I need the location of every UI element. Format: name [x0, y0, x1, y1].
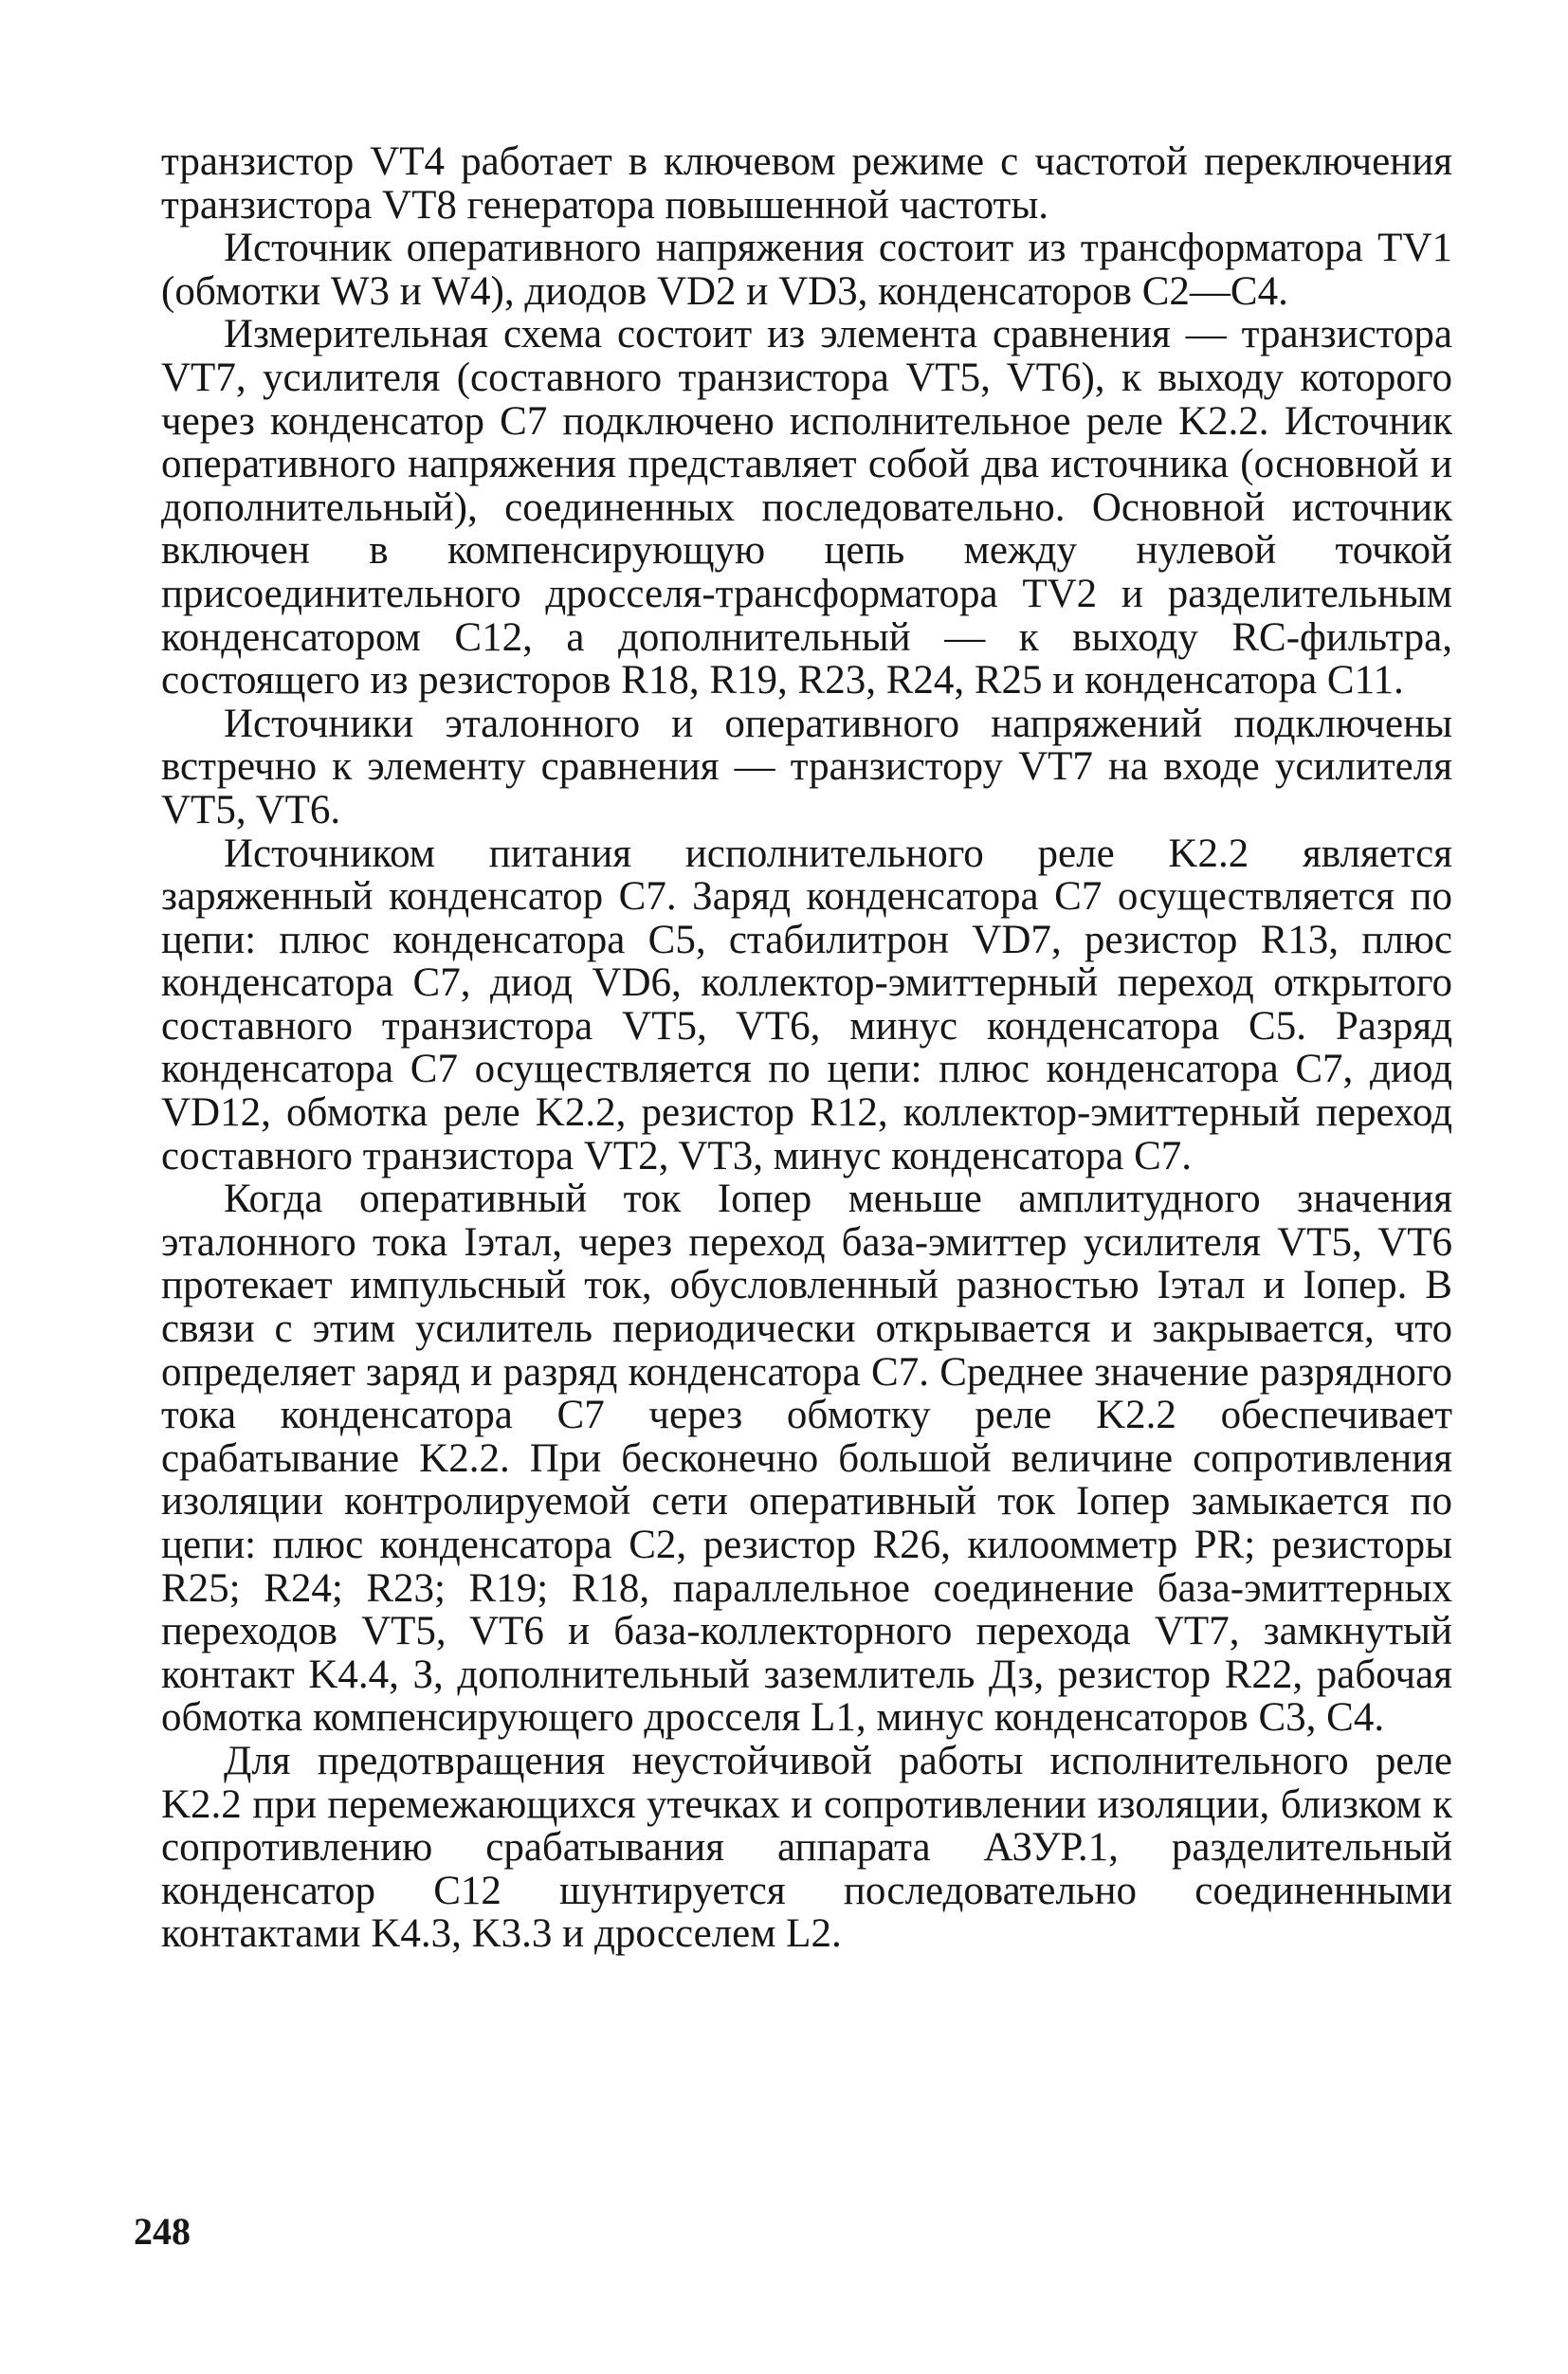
paragraph-7: Для предотвращения неустойчивой работы исполнительного реле K2.2 при перемежающихся утечках и сопротивлении изоляции, близком к сопротивлению срабатывания аппарата АЗУР.1, разделительный конденсатор C12 шунтируется последовательно соединенными контактами K4.3, K3.3 и дросселем L2. — [161, 1738, 1452, 1957]
paragraph-1: транзистор VT4 работает в ключевом режиме с частотой переключения транзистора VT8 генератора повышенной частоты. — [161, 139, 1452, 228]
paragraph-3: Измерительная схема состоит из элемента сравнения — транзистора VT7, усилителя (составного транзистора VT5, VT6), к выходу которого через конденсатор C7 подключено исполнительное реле K2.2. Источник оперативного напряжения представляет собой два источника (основной и дополнительный), соединенных последовательно. Основной источник включен в компенсирующую цепь между нулевой точкой присоединительного дросселя-трансформатора TV2 и разделительным конденсатором C12, а дополнительный — к выходу RC-фильтра, состоящего из резисторов R18, R19, R23, R24, R25 и конденсатора C11. — [161, 312, 1452, 703]
paragraph-5: Источником питания исполнительного реле K2.2 является заряженный конденсатор C7. Заряд конденсатора C7 осуществляется по цепи: плюс конденсатора C5, стабилитрон VD7, резистор R13, плюс конденсатора C7, диод VD6, коллектор-эмиттерный переход открытого составного транзистора VT5, VT6, минус конденсатора C5. Разряд конденсатора C7 осуществляется по цепи: плюс конденсатора C7, диод VD12, обмотка реле K2.2, резистор R12, коллектор-эмиттерный переход составного транзистора VT2, VT3, минус конденсатора C7. — [161, 831, 1452, 1178]
page-body — [161, 140, 1452, 1956]
paragraph-6: Когда оперативный ток Iопер меньше амплитудного значения эталонного тока Iэтал, через переход база-эмиттер усилителя VT5, VT6 протекает импульсный ток, обусловленный разностью Iэтал и Iопер. В связи с этим усилитель периодически открывается и закрывается, что определяет заряд и разряд конденсатора C7. Среднее значение разрядного тока конденсатора C7 через обмотку реле K2.2 обеспечивает срабатывание K2.2. При бесконечно большой величине сопротивления изоляции контролируемой сети оперативный ток Iопер замыкается по цепи: плюс конденсатора C2, резистор R26, килоомметр PR; резисторы R25; R24; R23; R19; R18, параллельное соединение база-эмиттерных переходов VT5, VT6 и база-коллекторного перехода VT7, замкнутый контакт K4.4, З, дополнительный заземлитель Дз, резистор R22, рабочая обмотка компенсирующего дросселя L1, минус конденсаторов C3, C4. — [161, 1177, 1452, 1741]
paragraph-4: Источники эталонного и оперативного напряжений подключены встречно к элементу сравнения — транзистору VT7 на входе усилителя VT5, VT6. — [161, 701, 1452, 832]
page-number: 248 — [134, 2210, 191, 2253]
paragraph-2: Источник оперативного напряжения состоит из трансформатора TV1 (обмотки W3 и W4), диодов VD2 и VD3, конденсаторов C2—C4. — [161, 226, 1452, 314]
